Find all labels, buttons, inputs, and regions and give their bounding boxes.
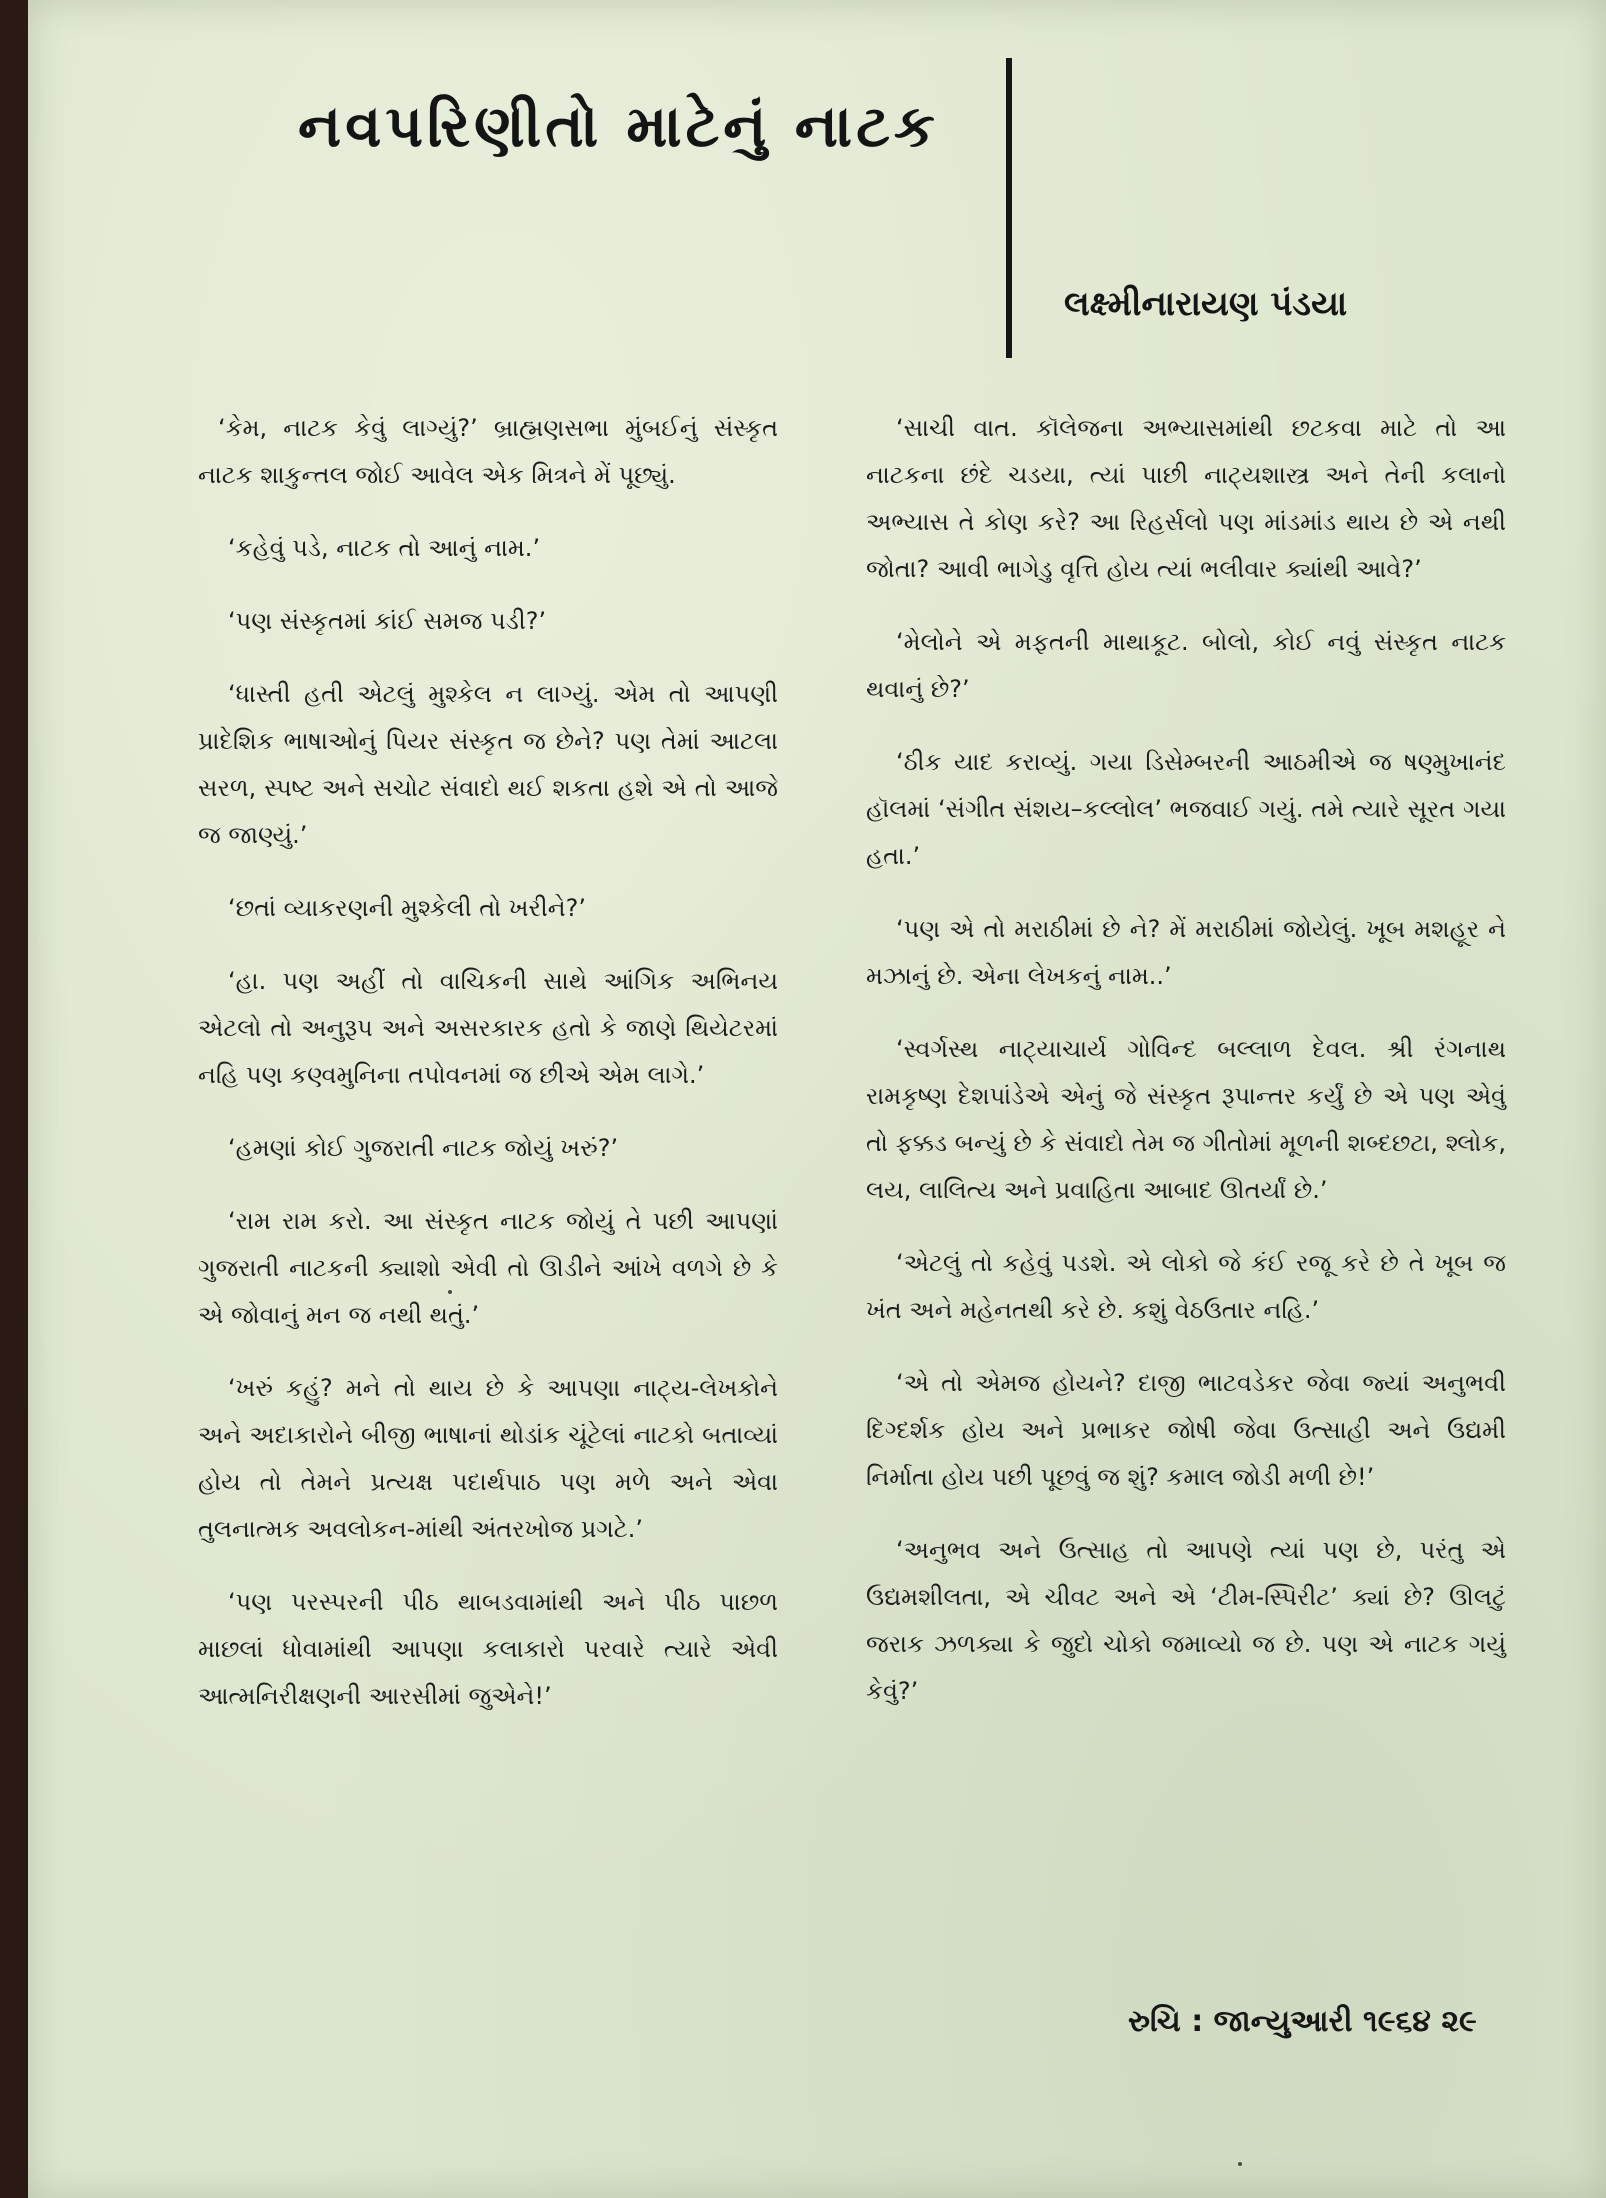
paragraph: ‘મેલોને એ મફતની માથાકૂટ. બોલો, કોઈ નવું સંસ્કૃત નાટક થવાનું છે?’ — [866, 628, 1506, 703]
paragraph: ‘પણ એ તો મરાઠીમાં છે ને? મેં મરાઠીમાં જોયેલું. ખૂબ મશહૂર ને મઝાનું છે. એના લેખકનું નામ..’ — [866, 915, 1506, 990]
title-divider — [1006, 58, 1012, 358]
paper-speck — [1238, 2162, 1242, 2166]
paragraph: ‘અનુભવ અને ઉત્સાહ તો આપણે ત્યાં પણ છે, પરંતુ એ ઉદ્યમશીલતા, એ ચીવટ અને એ ‘ટીમ-સ્પિરીટ’ ક્યાં છે? ઊલટું જરાક ઝળક્યા કે જુદો ચોકો જમાવ્યો જ છે. પણ એ નાટક ગયું કેવું?’ — [866, 1536, 1506, 1705]
paragraph: ‘છતાં વ્યાકરણની મુશ્કેલી તો ખરીને?’ — [228, 894, 587, 922]
paragraph: ‘પણ સંસ્કૃતમાં કાંઈ સમજ પડી?’ — [228, 607, 547, 635]
paragraph: ‘ઠીક યાદ કરાવ્યું. ગયા ડિસેમ્બરની આઠમીએ જ ષણ્મુખાનંદ હૉલમાં ‘સંગીત સંશય–કલ્લોલ’ ભજવાઈ ગયું. તમે ત્યારે સૂરત ગયા હતા.’ — [866, 748, 1506, 870]
paragraph: ‘એટલું તો કહેવું પડશે. એ લોકો જે કંઈ રજૂ કરે છે તે ખૂબ જ ખંત અને મહેનતથી કરે છે. કશું વેઠઉતાર નહિ.’ — [866, 1249, 1506, 1324]
paragraph: ‘હા. પણ અહીં તો વાચિકની સાથે આંગિક અભિનય એટલો તો અનુરૂપ અને અસરકારક હતો કે જાણે થિયેટરમાં નહિ પણ કણ્વમુનિના તપોવનમાં જ છીએ એમ લાગે.’ — [198, 967, 778, 1089]
paragraph: ‘કહેવું પડે, નાટક તો આનું નામ.’ — [228, 534, 541, 562]
paragraph: ‘એ તો એમજ હોયને? દાજી ભાટવડેકર જેવા જ્યાં અનુભવી દિગ્દર્શક હોય અને પ્રભાકર જોષી જેવા ઉત્સાહી અને ઉદ્યમી નિર્માતા હોય પછી પૂછવું જ શું? કમાલ જોડી મળી છે!’ — [866, 1369, 1506, 1491]
paragraph: ‘પણ પરસ્પરની પીઠ થાબડવામાંથી અને પીઠ પાછળ માછલાં ધોવામાંથી આપણા કલાકારો પરવારે ત્યારે એવી આત્મનિરીક્ષણની આરસીમાં જુએને!’ — [198, 1588, 778, 1710]
paragraph: ‘હમણાં કોઈ ગુજરાતી નાટક જોયું ખરું?’ — [228, 1134, 619, 1162]
paragraph: ‘ધાસ્તી હતી એટલું મુશ્કેલ ન લાગ્યું. એમ તો આપણી પ્રાદેશિક ભાષાઓનું પિયર સંસ્કૃત જ છેને? પણ તેમાં આટલા સરળ, સ્પષ્ટ અને સચોટ સંવાદો થઈ શકતા હશે એ તો આજે જ જાણ્યું.’ — [198, 680, 778, 849]
page-footer: રુચિ : જાન્યુઆરી ૧૯૬૪ ૨૯ — [1128, 2004, 1477, 2039]
paper-speck — [448, 1290, 452, 1294]
paragraph: ‘સાચી વાત. કૉલેજના અભ્યાસમાંથી છટકવા માટે તો આ નાટકના છંદે ચડયા, ત્યાં પાછી નાટ્યશાસ્ત્ર અને તેની કલાનો અભ્યાસ તે કોણ કરે? આ રિહર્સલો પણ માંડમાંડ થાય છે એ નથી જોતા? આવી ભાગેડુ વૃત્તિ હોય ત્યાં ભલીવાર ક્યાંથી આવે?’ — [866, 414, 1506, 583]
paragraph: ‘સ્વર્ગસ્થ નાટ્યાચાર્ય ગોવિન્દ બલ્લાળ દેવલ. શ્રી રંગનાથ રામકૃષ્ણ દેશપાંડેએ એનું જે સંસ્કૃત રૂપાન્તર કર્યું છે એ પણ એવું તો ફક્કડ બન્યું છે કે સંવાદો તેમ જ ગીતોમાં મૂળની શબ્દછટા, શ્લોક, લય, લાલિત્ય અને પ્રવાહિતા આબાદ ઊતર્યાં છે.’ — [866, 1035, 1506, 1204]
paragraph: ‘કેમ, નાટક કેવું લાગ્યું?’ બ્રાહ્મણસભા મુંબઈનું સંસ્કૃત નાટક શાકુન્તલ જોઈ આવેલ એક મિત્રને મેં પૂછ્યું. — [198, 414, 778, 489]
article-author: લક્ષ્મીનારાયણ પંડયા — [1064, 284, 1348, 324]
paragraph: ‘રામ રામ કરો. આ સંસ્કૃત નાટક જોયું તે પછી આપણાં ગુજરાતી નાટકની ક્યાશો એવી તો ઊડીને આંખે વળગે છે કે એ જોવાનું મન જ નથી થતું.’ — [198, 1207, 778, 1329]
paragraph: ‘ખરું કહું? મને તો થાય છે કે આપણા નાટ્ય-લેખકોને અને અદાકારોને બીજી ભાષાનાં થોડાંક ચૂંટેલાં નાટકો બતાવ્યાં હોય તો તેમને પ્રત્યક્ષ પદાર્થપાઠ પણ મળે અને એવા તુલનાત્મક અવલોકન-માંથી અંતરખોજ પ્રગટે.’ — [198, 1374, 778, 1543]
article-title: નવપરિણીતો માટેનું નાટક — [298, 92, 939, 160]
left-column — [198, 405, 778, 1746]
right-column — [866, 405, 1506, 1741]
magazine-page — [28, 0, 1606, 2198]
